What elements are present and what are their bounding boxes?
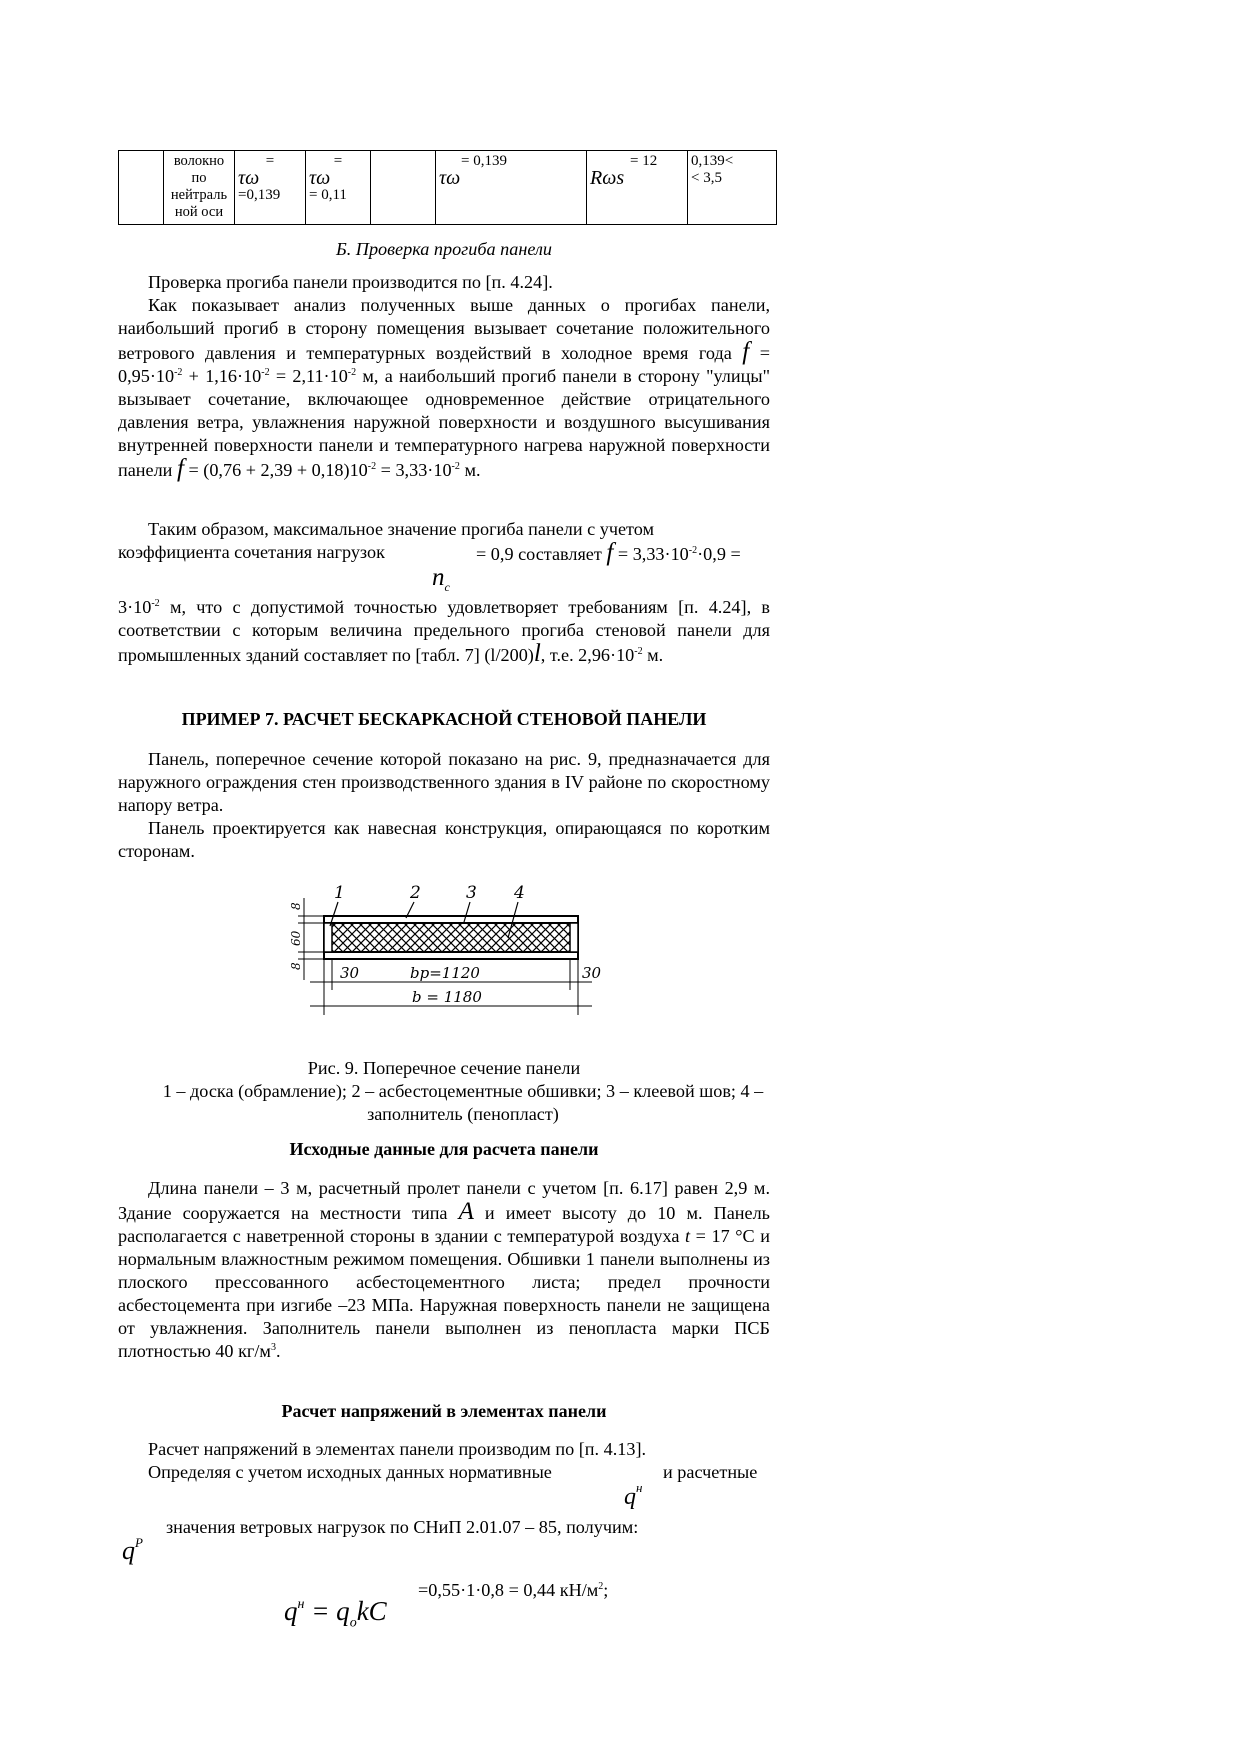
paragraph-line: Определяя с учетом исходных данных нормативные — [148, 1462, 552, 1482]
paragraph-line: и расчетные — [663, 1462, 758, 1482]
paragraph: Проверка прогиба панели производится по [п. 4.24]. — [148, 272, 553, 292]
qp-symbol: $q^P$ — [122, 1535, 143, 1565]
paragraph-line: коэффициента сочетания нагрузок = 0,9 составляет $f = 3,33\cdot 10^{-2}\cdot 0,9$ = — [118, 539, 741, 566]
dim-60: 60 — [289, 930, 303, 946]
table-cell-d: = 12 Rωs — [587, 151, 688, 225]
dim-30-left: 30 — [340, 964, 360, 982]
top-skin — [324, 916, 578, 923]
paragraph: Расчет напряжений в элементах панели производим по [п. 4.13]. — [148, 1439, 647, 1459]
filler — [324, 923, 578, 952]
paragraph: Панель проектируется как навесная конструкция, опирающаяся по коротким сторонам. — [118, 818, 770, 861]
dim-30-right: 30 — [582, 964, 602, 982]
table-cell-empty2 — [371, 151, 436, 225]
table-row — [119, 151, 777, 225]
stress-table — [118, 150, 777, 225]
paragraph: Таким образом, максимальное значение прогиба панели с учетом — [148, 519, 655, 539]
paragraph: Панель, поперечное сечение которой показано на рис. 9, предназначается для наружного ограждения стен производственного здания в IV районе по скоростному напору ветра. — [118, 749, 770, 815]
frame-board-left — [324, 923, 332, 952]
example-title: ПРИМЕР 7. РАСЧЕТ БЕСКАРКАСНОЙ СТЕНОВОЙ ПАНЕЛИ — [181, 709, 707, 729]
figure-label-1: 1 — [334, 883, 345, 903]
table-cell-a: = τω =0,139 — [235, 151, 306, 225]
paragraph: Длина панели – 3 м, расчетный пролет панели с учетом [п. 6.17] равен 2,9 м. Здание сооружается на местности типа A и имеет высоту до 10 м. Панель располагается с наветренной стороны в здании с температурой воздуха t = 17 °С и нормальным влажностным режимом помещения. Обшивки 1 панели выполнены из плоского прессованного асбестоцементного листа; предел прочности асбестоцемента при изгибе –23 МПа. Наружная поверхность панели не защищена от увлажнения. Заполнитель панели выполнен из пенопласта марки ПСБ плотностью 40 $кг/м^3$. — [118, 1178, 770, 1361]
figure-label-4: 4 — [514, 883, 525, 903]
bottom-skin — [324, 952, 578, 959]
formula-value: =0,55·1·0,8 = 0,44 $кН/м^2$; — [418, 1580, 609, 1600]
table-cell-b: = τω = 0,11 — [306, 151, 371, 225]
nc-symbol: $n_c$ — [432, 564, 450, 594]
table-cell-layer: волокно по нейтраль ной оси — [164, 151, 235, 225]
paragraph: Как показывает анализ полученных выше данных о прогибах панели, наибольший прогиб в сторону помещения вызывает сочетание положительного ветрового давления и температурных воздействий в холодное время года $f = 0,95\cdot 10^{-2} + 1,16\cdot 10^{-2} = 2,11\cdot 10^{-2}$ м, а наибольший прогиб панели в сторону "улицы" вызывает сочетание, включающее одновременное действие отрицательного давления ветра, увлажнения наружной поверхности и воздушного высушивания внутренней поверхности панели и температурного нагрева наружной поверхности панели $f = (0,76 + 2,39 + 0,18)10^{-2} = 3,33\cdot 10^{-2}$ м. — [118, 295, 770, 482]
figure-caption-title: Рис. 9. Поперечное сечение панели — [307, 1058, 581, 1078]
qn-symbol: $q^н$ — [624, 1480, 643, 1510]
dim-bp: bр=1120 — [410, 964, 480, 982]
section-title: Б. Проверка прогиба панели — [335, 239, 552, 259]
table-cell-c: = 0,139 τω — [436, 151, 587, 225]
table-cell-empty — [119, 151, 164, 225]
figure-caption-body: 1 – доска (обрамление); 2 – асбестоцементные обшивки; 3 – клеевой шов; 4 – заполнитель (пенопласт) — [162, 1081, 764, 1124]
frame-board-right — [570, 923, 578, 952]
dim-8-top: 8 — [289, 902, 303, 910]
figure-label-2: 2 — [410, 883, 421, 903]
section-heading: Исходные данные для расчета панели — [289, 1139, 599, 1159]
dim-8-bottom: 8 — [289, 962, 303, 970]
section-heading: Расчет напряжений в элементах панели — [281, 1401, 607, 1421]
table-cell-e: 0,139< < 3,5 — [688, 151, 777, 225]
formula-lhs: $q^н = q_okC$ — [284, 1596, 387, 1631]
paragraph-line: значения ветровых нагрузок по СНиП 2.01.07 – 85, получим: — [166, 1517, 639, 1537]
figure-label-3: 3 — [466, 883, 477, 903]
paragraph: $3\cdot 10^{-2}$ м, что с допустимой точностью удовлетворяет требованиям [п. 4.24], в соответствии с которым величина предельного прогиба стеновой панели для промышленных зданий составляет по [табл. 7] (l/200)l, т.е. $2,96\cdot 10^{-2}$ м. — [118, 597, 770, 667]
panel-cross-section-figure — [280, 880, 620, 1030]
dim-b: b = 1180 — [412, 988, 482, 1006]
